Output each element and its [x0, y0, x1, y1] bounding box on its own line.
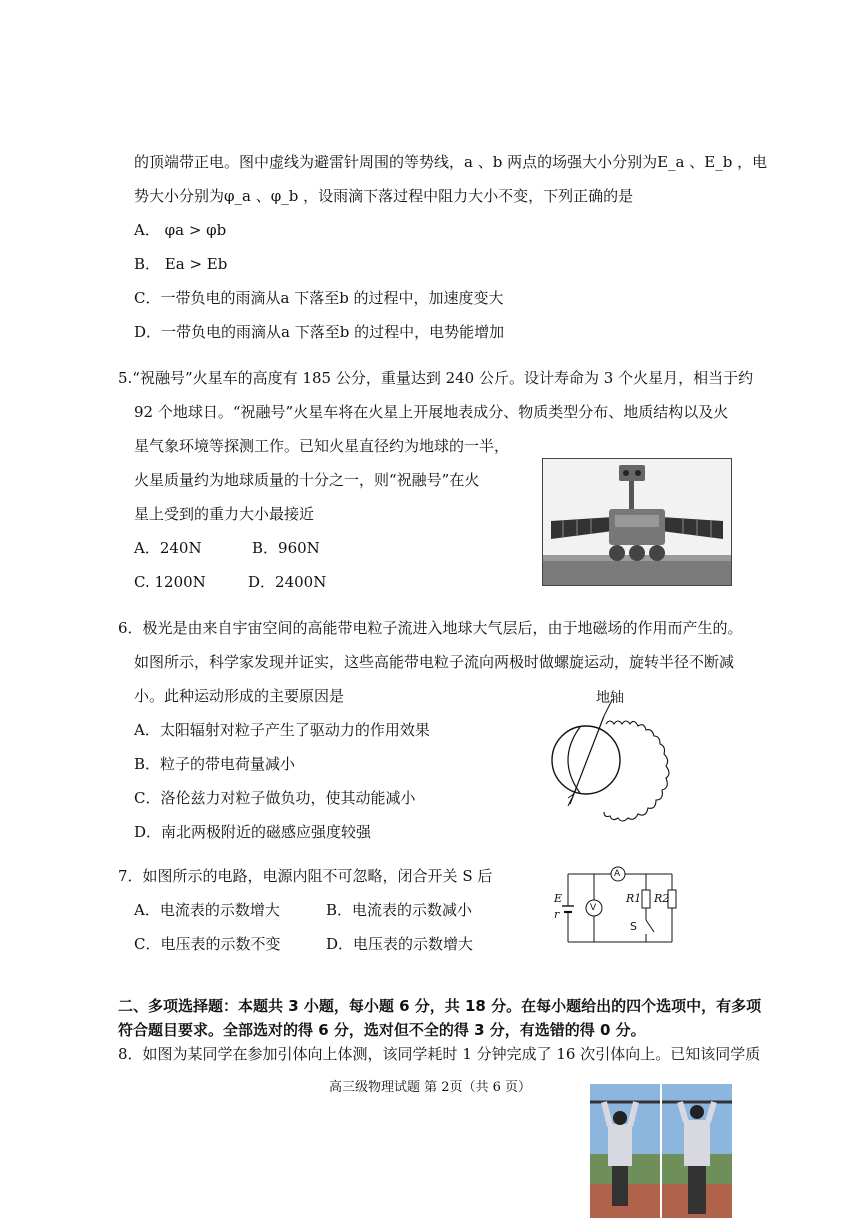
q6-line1: 6．极光是由来自宇宙空间的高能带电粒子流进入地球大气层后，由于地磁场的作用而产生的。 [118, 619, 743, 637]
q5-option-b: B．960N [252, 539, 320, 557]
voltmeter-label: V [590, 903, 597, 913]
q7-option-d: D．电压表的示数增大 [326, 935, 474, 953]
q4-option-c: C．一带负电的雨滴从a 下落至b 的过程中，加速度变大 [134, 289, 504, 307]
q6-option-a: A．太阳辐射对粒子产生了驱动力的作用效果 [134, 721, 430, 739]
r1-label: R1 [626, 892, 642, 905]
q5-option-c: C. 1200N [134, 573, 206, 591]
q4-option-a: A． φa > φb [134, 221, 227, 239]
q4-option-b: B． Ea > Eb [134, 255, 228, 273]
q7-option-b: B．电流表的示数减小 [326, 901, 473, 919]
q6-line2: 如图所示，科学家发现并证实，这些高能带电粒子流向两极时做螺旋运动，旋转半径不断减 [134, 653, 735, 671]
q5-line1: 5.“祝融号”火星车的高度有 185 公分，重量达到 240 公斤。设计寿命为 3 个火星月，相当于约 [118, 369, 754, 387]
q5-option-d: D．2400N [248, 573, 327, 591]
q5-line2: 92 个地球日。“祝融号”火星车将在火星上开展地表成分、物质类型分布、地质结构以及火 [134, 403, 729, 421]
emf-label: E [554, 892, 563, 905]
internal-resistance-label: r [554, 908, 560, 921]
earth-magnetic-field-figure [544, 686, 694, 836]
q6-option-d: D．南北两极附近的磁感应强度较强 [134, 823, 372, 841]
q6-option-c: C．洛伦兹力对粒子做负功，使其动能减小 [134, 789, 416, 807]
mars-rover-image [542, 458, 732, 586]
section2-line1: 二、多项选择题：本题共 3 小题，每小题 6 分，共 18 分。在每小题给出的四个选项中，有多项 [118, 997, 762, 1015]
q7-option-c: C．电压表的示数不变 [134, 935, 281, 953]
q4-line1: 的顶端带正电。图中虚线为避雷针周围的等势线，a 、b 两点的场强大小分别为E_a 、E_b ，电 [134, 153, 768, 171]
page-footer: 高三级物理试题 第 2页（共 6 页） [328, 1080, 532, 1095]
q5-option-a: A．240N [134, 539, 202, 557]
switch-label: S [630, 920, 637, 933]
q4-line2: 势大小分别为φ_a 、φ_b ，设雨滴下落过程中阻力大小不变，下列正确的是 [134, 187, 634, 205]
q5-line5: 星上受到的重力大小最接近 [134, 505, 315, 523]
q4-option-d: D．一带负电的雨滴从a 下落至b 的过程中，电势能增加 [134, 323, 505, 341]
section2-line2: 符合题目要求。全部选对的得 6 分，选对但不全的得 3 分，有选错的得 0 分。 [118, 1021, 646, 1039]
q5-line4: 火星质量约为地球质量的十分之一，则“祝融号”在火 [134, 471, 480, 489]
q6-option-b: B．粒子的带电荷量减小 [134, 755, 296, 773]
q7-option-a: A．电流表的示数增大 [134, 901, 280, 919]
q7-line1: 7．如图所示的电路，电源内阻不可忽略，闭合开关 S 后 [118, 867, 493, 885]
earth-axis-label: 地轴 [596, 690, 624, 706]
circuit-diagram [550, 862, 686, 946]
q6-line3: 小。此种运动形成的主要原因是 [134, 687, 345, 705]
q8-line1: 8．如图为某同学在参加引体向上体测，该同学耗时 1 分钟完成了 16 次引体向上。已知该同学质 [118, 1045, 761, 1063]
ammeter-label: A [614, 869, 621, 879]
q5-line3: 星气象环境等探测工作。已知火星直径约为地球的一半， [134, 437, 510, 455]
pull-up-photo [590, 1084, 732, 1218]
r2-label: R2 [654, 892, 670, 905]
